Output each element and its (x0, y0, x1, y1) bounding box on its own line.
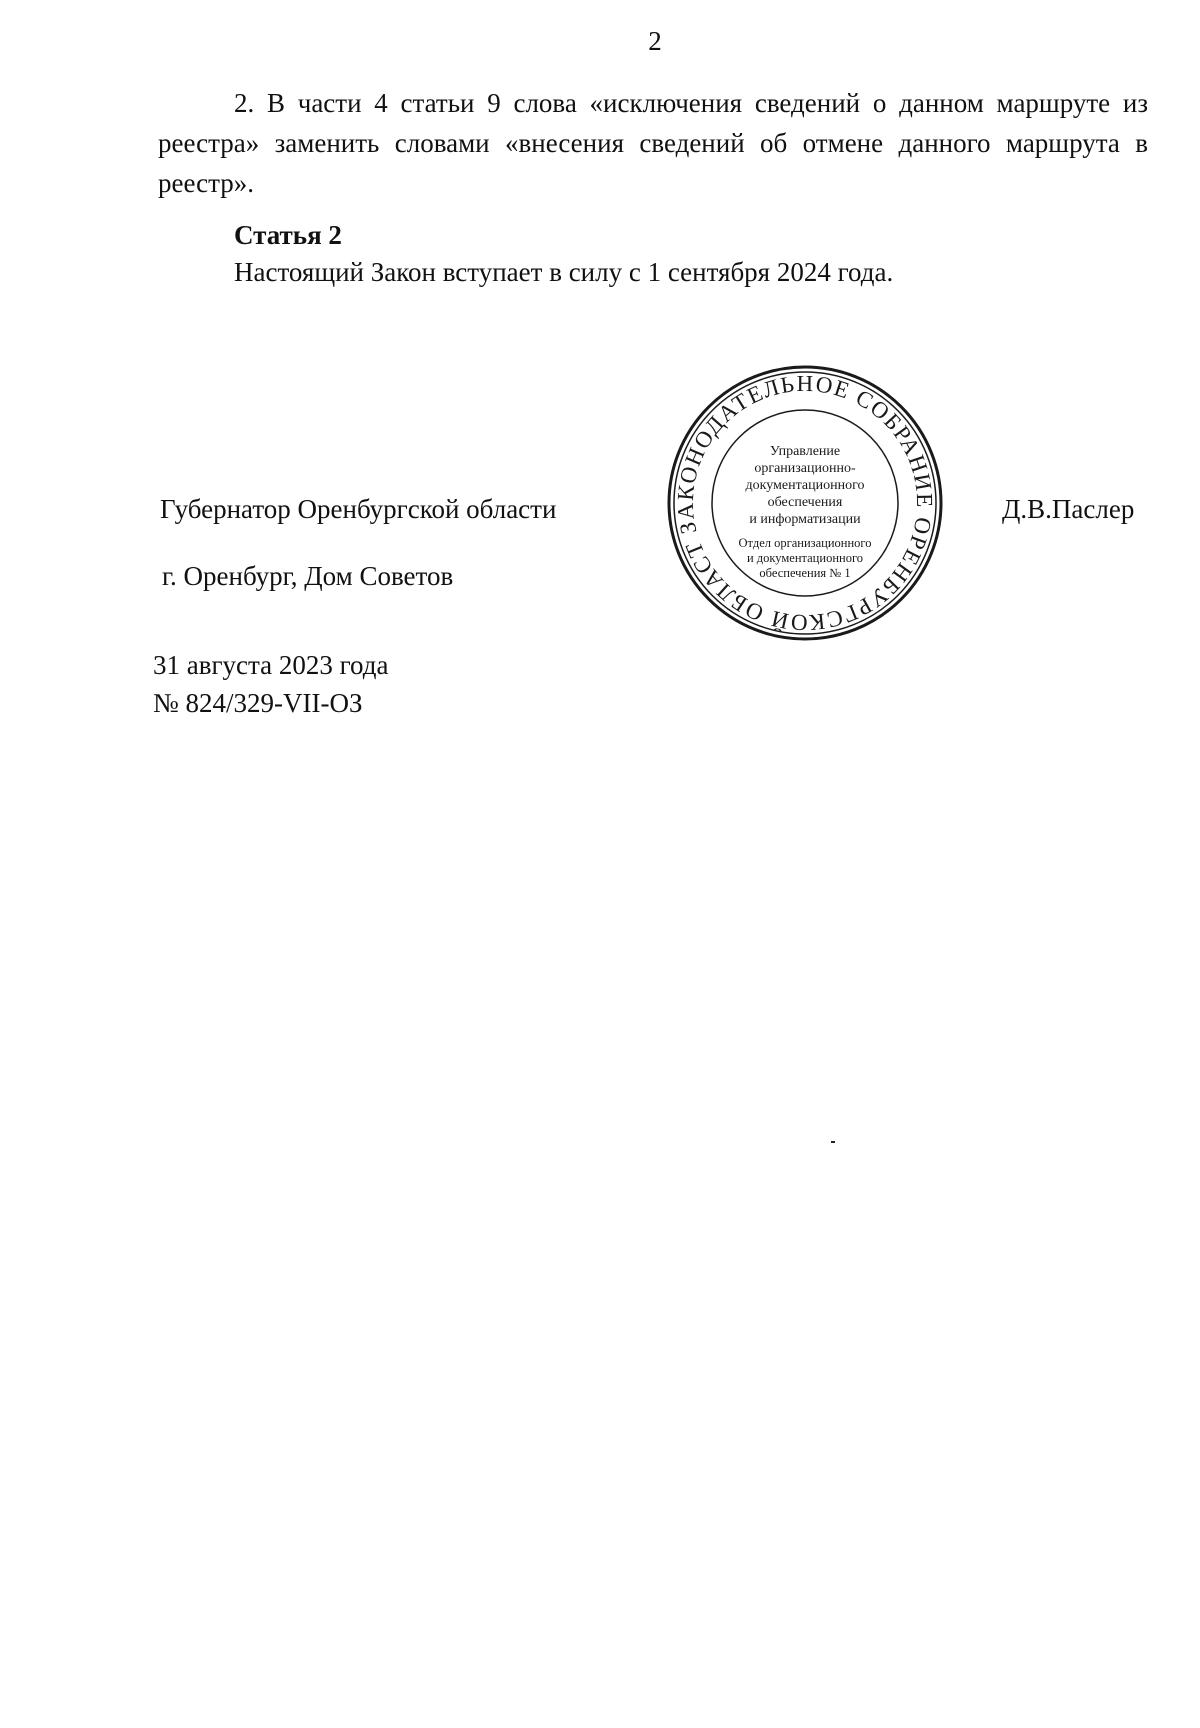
scan-speck (831, 1141, 835, 1143)
seal-center-line: организационно- (754, 461, 856, 476)
law-number: № 824/329-VII-ОЗ (153, 688, 363, 718)
official-seal (665, 363, 945, 643)
seal-center-line: и информатизации (749, 512, 861, 527)
seal-center-line: документационного (745, 478, 865, 493)
seal-center-line: и документационного (746, 551, 864, 565)
seal-center-line: обеспечения (767, 495, 843, 510)
amendment-paragraph: 2. В части 4 статьи 9 слова «исключения сведений о данном маршруте из реестра» заменить словами «внесения сведений об отмене данного маршрута в реестр». (158, 88, 1148, 198)
signing-place: г. Оренбург, Дом Советов (162, 561, 454, 591)
signing-date: 31 августа 2023 года (153, 650, 389, 680)
article-heading: Статья 2 (234, 220, 342, 250)
signatory-name: Д.В.Паслер (1002, 494, 1135, 524)
page-number: 2 (648, 26, 662, 56)
seal-center-text (739, 444, 872, 580)
seal-center-line: Управление (769, 444, 841, 459)
seal-center-line: Отдел организационного (738, 536, 872, 550)
seal-center-line: обеспечения № 1 (759, 566, 851, 580)
article-text: Настоящий Закон вступает в силу с 1 сентября 2024 года. (234, 257, 894, 287)
signatory-position: Губернатор Оренбургской области (160, 494, 557, 524)
seal-icon (665, 363, 945, 643)
seal-ring-text: ЗАКОНОДАТЕЛЬНОЕ СОБРАНИЕ ОРЕНБУРГСКОЙ ОБЛАСТИ (672, 370, 938, 636)
